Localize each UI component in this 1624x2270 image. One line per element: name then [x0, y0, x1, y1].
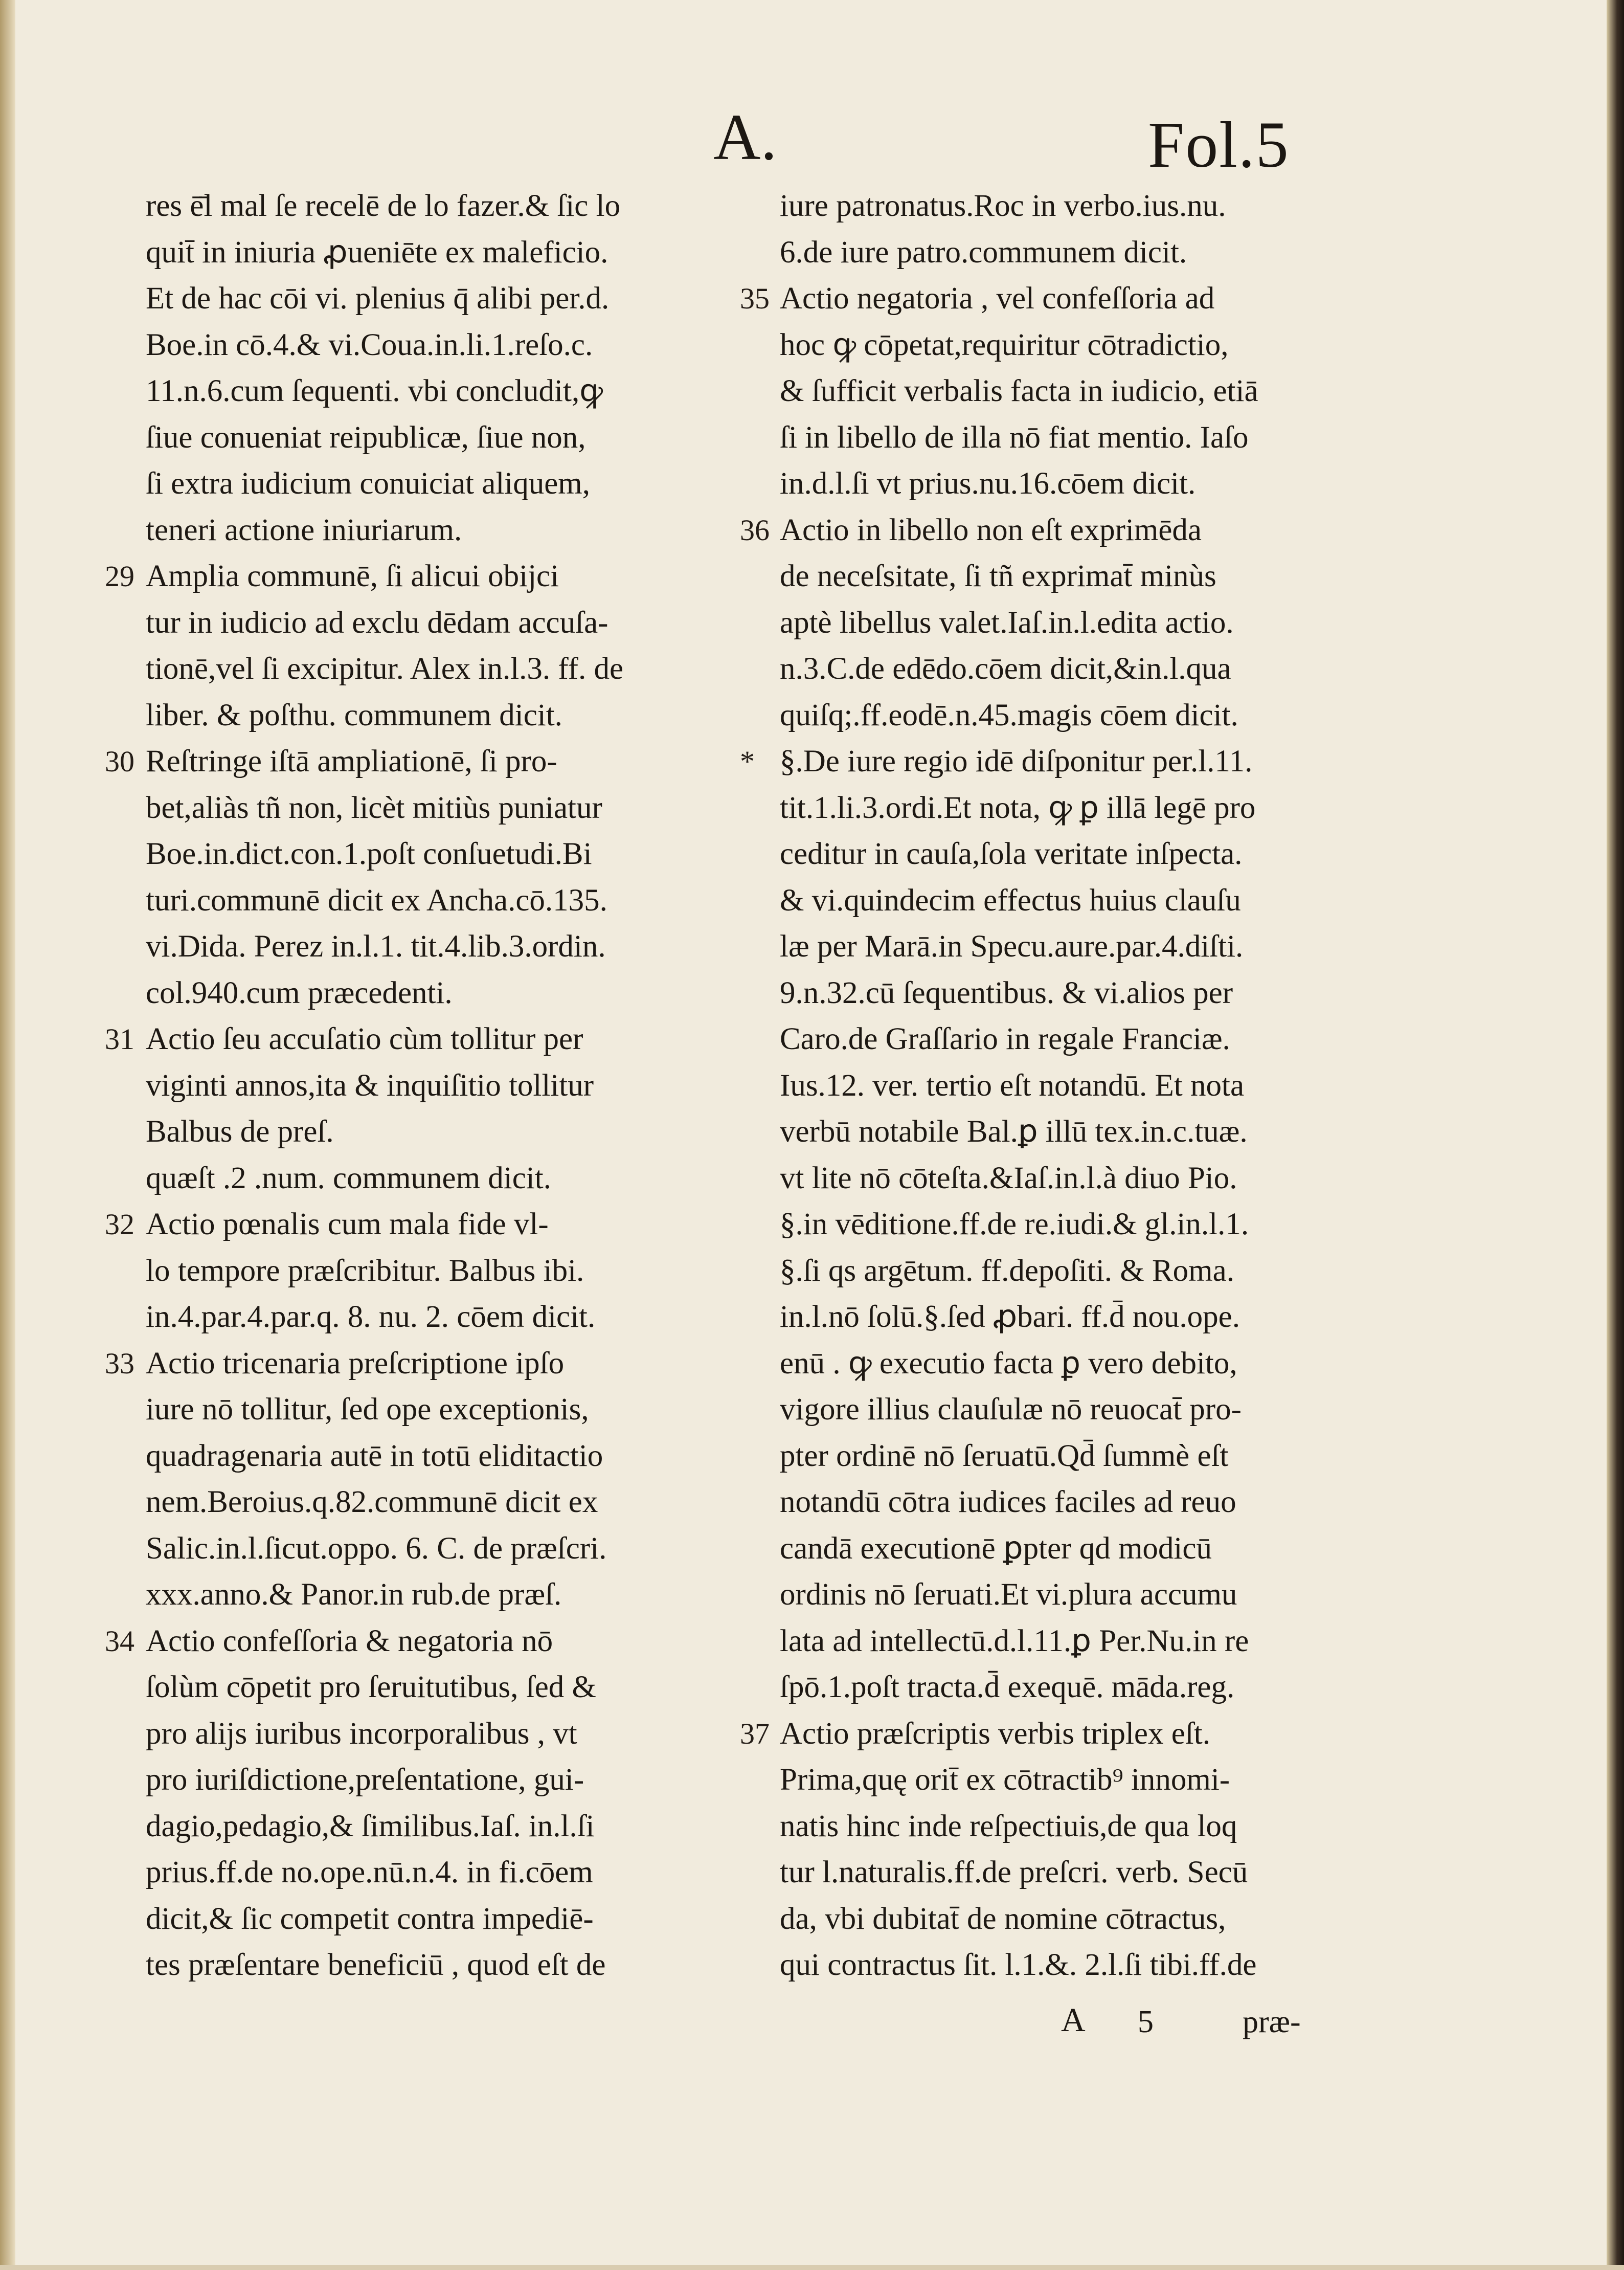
line-text: Actio ſeu accuſatio cùm tollitur per — [146, 1022, 583, 1056]
text-line — [146, 1896, 739, 1943]
text-line — [105, 1341, 739, 1387]
page-binding-edge — [0, 0, 15, 2270]
footer-signature-number: 5 — [1138, 2005, 1154, 2039]
page-bottom-edge — [0, 2265, 1624, 2270]
text-line — [146, 1433, 739, 1480]
text-line — [146, 322, 739, 369]
line-text: 11.n.6.cum ſequenti. vbi concludit,ꝙ — [146, 374, 603, 408]
text-line — [780, 1248, 1373, 1295]
line-text: pro alijs iuribus incorporalibus , vt — [146, 1716, 577, 1751]
line-text: res ē̄l mal ſe recelē de lo fazer.& ſic lo — [146, 189, 621, 223]
line-text: ordinis nō ſeruati.Et vi.plura accumu — [780, 1577, 1237, 1612]
line-text: quiſq;.ff.eodē.n.45.magis cōem dicit. — [780, 698, 1238, 732]
text-line — [146, 878, 739, 924]
text-line — [780, 1201, 1373, 1248]
text-line — [780, 1479, 1373, 1526]
line-text: hoc ꝙ cōpetat,requiritur cōtradictio, — [780, 327, 1229, 362]
text-line — [780, 693, 1373, 739]
text-line — [780, 1016, 1373, 1063]
line-text: dicit,& ſic competit contra impediē- — [146, 1901, 594, 1936]
line-text: iure nō tollitur, ſed ope exceptionis, — [146, 1392, 589, 1427]
line-text: in.d.l.ſi vt prius.nu.16.cōem dicit. — [780, 466, 1196, 501]
line-text: col.940.cum præcedenti. — [146, 975, 453, 1010]
line-text: liber. & poſthu. communem dicit. — [146, 698, 562, 732]
text-line — [146, 1294, 739, 1341]
text-line — [780, 1294, 1373, 1341]
line-text: n.3.C.de edēdo.cōem dicit,&in.l.qua — [780, 652, 1231, 686]
text-line — [740, 507, 1373, 554]
line-text: Salic.in.l.ſicut.oppo. 6. C. de præſcri. — [146, 1531, 607, 1566]
text-line — [780, 1063, 1373, 1109]
line-text: quadragenaria autē in totū eliditactio — [146, 1438, 603, 1473]
line-text: quit̄ in iniuria ꝓueniēte ex maleficio. — [146, 235, 608, 270]
line-text: enū . ꝙ executio facta ꝑ vero debito, — [780, 1346, 1237, 1381]
text-line — [105, 553, 739, 600]
right-text-column — [740, 183, 1373, 1989]
text-line — [146, 1109, 739, 1155]
text-line — [740, 276, 1373, 322]
text-line — [780, 1387, 1373, 1433]
text-line — [146, 831, 739, 878]
text-line — [146, 1387, 739, 1433]
line-text: Et de hac cōi vi. plenius q̄ alibi per.d. — [146, 281, 610, 316]
text-line — [146, 415, 739, 461]
text-line — [780, 461, 1373, 507]
text-line — [146, 1479, 739, 1526]
marginal-paragraph-number: 29 — [105, 560, 134, 593]
text-line — [780, 970, 1373, 1017]
line-text: dagio,pedagio,& ſimilibus.Iaſ. in.l.ſi — [146, 1809, 595, 1843]
line-text: ſi in libello de illa nō fiat mentio. Iaſo — [780, 420, 1249, 455]
text-line — [146, 1572, 739, 1618]
line-text: Ius.12. ver. tertio eſt notandū. Et nota — [780, 1068, 1245, 1103]
marginal-paragraph-number: 30 — [105, 745, 134, 778]
text-line — [146, 970, 739, 1017]
catchword: præ- — [1243, 2005, 1301, 2039]
marginal-paragraph-number: 37 — [740, 1717, 770, 1750]
text-line — [780, 878, 1373, 924]
text-line — [146, 785, 739, 832]
line-text: notandū cōtra iudices faciles ad reuo — [780, 1485, 1236, 1519]
line-text: vigore illius clauſulæ nō reuocat̄ pro- — [780, 1392, 1242, 1427]
line-text: læ per Marā.in Specu.aure.par.4.diſti. — [780, 929, 1244, 964]
line-text: ſiue conueniat reipublicæ, ſiue non, — [146, 420, 586, 455]
line-text: iure patronatus.Roc in verbo.ius.nu. — [780, 189, 1226, 223]
line-text: teneri actione iniuriarum. — [146, 513, 462, 547]
text-line — [780, 322, 1373, 369]
line-text: Boe.in cō.4.& vi.Coua.in.li.1.reſo.c. — [146, 327, 593, 362]
text-line — [780, 230, 1373, 276]
text-line — [146, 1664, 739, 1711]
line-text: da, vbi dubitat̄ de nomine cōtractus, — [780, 1901, 1226, 1936]
text-line — [146, 1526, 739, 1572]
line-text: natis hinc inde reſpectiuis,de qua loq — [780, 1809, 1237, 1843]
line-text: in.4.par.4.par.q. 8. nu. 2. cōem dicit. — [146, 1300, 596, 1334]
line-text: tit.1.li.3.ordi.Et nota, ꝙ ꝑ illā legē pro — [780, 790, 1256, 825]
text-line — [780, 1109, 1373, 1155]
line-text: tes præſentare beneficiū , quod eſt de — [146, 1948, 606, 1982]
line-text: aptè libellus valet.Iaſ.in.l.edita actio. — [780, 605, 1234, 640]
text-line — [780, 1942, 1373, 1989]
page-right-edge — [1607, 0, 1624, 2270]
text-line — [780, 415, 1373, 461]
running-head-signature: A. — [713, 101, 777, 173]
line-text: candā executionē ꝑpter qd modicū — [780, 1531, 1212, 1566]
line-text: pter ordinē nō ſeruatū.Qd̄ ſummè eſt — [780, 1438, 1229, 1473]
line-text: Actio præſcriptis verbis triplex eſt. — [780, 1716, 1210, 1751]
line-text: Caro.de Graſſario in regale Franciæ. — [780, 1022, 1230, 1056]
line-text: Actio confeſſoria & negatoria nō — [146, 1623, 553, 1658]
line-text: Actio negatoria , vel confeſſoria ad — [780, 281, 1215, 316]
line-text: lata ad intellectū.d.l.11.ꝑ Per.Nu.in re — [780, 1623, 1249, 1658]
line-text: ſolùm cōpetit pro ſeruitutibus, ſed & — [146, 1670, 596, 1704]
line-text: vi.Dida. Perez in.l.1. tit.4.lib.3.ordin. — [146, 929, 606, 964]
text-line — [780, 1896, 1373, 1943]
text-line — [105, 1016, 739, 1063]
text-line — [780, 368, 1373, 415]
text-line — [146, 183, 739, 230]
text-line — [146, 1804, 739, 1850]
line-text: pro iuriſdictione,preſentatione, gui- — [146, 1763, 584, 1797]
text-line — [146, 1757, 739, 1804]
text-line — [780, 1526, 1373, 1572]
text-line — [105, 1618, 739, 1665]
text-line — [780, 600, 1373, 647]
text-line — [780, 1433, 1373, 1480]
text-line — [146, 924, 739, 970]
line-text: qui contractus ſit. l.1.&. 2.l.ſi tibi.ff.de — [780, 1948, 1257, 1982]
footer-signature-mark: A — [1061, 2001, 1086, 2039]
line-text: tur l.naturalis.ff.de preſcri. verb. Secū — [780, 1855, 1248, 1889]
text-line — [146, 230, 739, 276]
text-line — [740, 1711, 1373, 1757]
text-line — [146, 1248, 739, 1295]
line-text: quæſt .2 .num. communem dicit. — [146, 1161, 551, 1195]
text-line — [146, 1711, 739, 1757]
text-line — [105, 1201, 739, 1248]
line-text: Balbus de preſ. — [146, 1115, 334, 1149]
line-text: §.in vēditione.ff.de re.iudi.& gl.in.l.1. — [780, 1207, 1249, 1241]
text-line — [780, 1618, 1373, 1665]
text-line — [780, 924, 1373, 970]
line-text: xxx.anno.& Panor.in rub.de præſ. — [146, 1577, 562, 1612]
text-line — [146, 507, 739, 554]
marginal-paragraph-number: 35 — [740, 282, 770, 315]
text-line — [780, 183, 1373, 230]
line-text: lo tempore præſcribitur. Balbus ibi. — [146, 1253, 584, 1288]
line-text: Actio in libello non eſt exprimēda — [780, 513, 1202, 547]
line-text: tur in iudicio ad exclu dēdam accuſa- — [146, 605, 608, 640]
line-text: viginti annos,ita & inquiſitio tollitur — [146, 1068, 594, 1103]
text-line — [740, 739, 1373, 785]
marginal-paragraph-number: 36 — [740, 513, 770, 547]
marginal-paragraph-number: 31 — [105, 1022, 134, 1056]
line-text: ceditur in cauſa,ſola veritate inſpecta. — [780, 837, 1243, 871]
text-line — [105, 739, 739, 785]
text-line — [780, 1341, 1373, 1387]
line-text: & vi.quindecim effectus huius clauſu — [780, 883, 1241, 918]
line-text: Actio pœnalis cum mala fide vl- — [146, 1207, 549, 1241]
line-text: nem.Beroius.q.82.communē dicit ex — [146, 1485, 598, 1519]
line-text: ſi extra iudicium conuiciat aliquem, — [146, 466, 590, 501]
text-line — [780, 785, 1373, 832]
marginal-paragraph-number: 34 — [105, 1624, 134, 1658]
text-line — [780, 1155, 1373, 1202]
line-text: & ſufficit verbalis facta in iudicio, etiā — [780, 374, 1258, 408]
text-line — [146, 368, 739, 415]
text-line — [146, 1850, 739, 1896]
line-text: tionē,vel ſi excipitur. Alex in.l.3. ff. de — [146, 652, 624, 686]
line-text: ſpō.1.poſt tracta.d̄ exequē. māda.reg. — [780, 1670, 1235, 1704]
line-text: de neceſsitate, ſi tñ exprimat̄ minùs — [780, 559, 1216, 593]
text-line — [146, 1063, 739, 1109]
text-line — [780, 1850, 1373, 1896]
text-line — [780, 1664, 1373, 1711]
line-text: §.ſi qs argētum. ff.depoſiti. & Roma. — [780, 1253, 1234, 1288]
text-line — [146, 276, 739, 322]
line-text: Reſtringe iſtā ampliationē, ſi pro- — [146, 744, 557, 778]
line-text: Boe.in.dict.con.1.poſt conſuetudi.Bi — [146, 837, 592, 871]
line-text: turi.communē dicit ex Ancha.cō.135. — [146, 883, 607, 918]
line-text: Amplia communē, ſi alicui obijci — [146, 559, 559, 593]
line-text: Actio tricenaria preſcriptione ipſo — [146, 1346, 565, 1381]
line-text: bet,aliàs tñ non, licèt mitiùs puniatur — [146, 790, 602, 825]
line-text: 6.de iure patro.communem dicit. — [780, 235, 1187, 270]
text-line — [146, 646, 739, 693]
marginal-paragraph-number: 32 — [105, 1208, 134, 1241]
text-line — [146, 693, 739, 739]
line-text: vt lite nō cōteſta.&Iaſ.in.l.à diuo Pio. — [780, 1161, 1237, 1195]
line-text: Prima,quę orit̄ ex cōtractib⁹ innomi- — [780, 1763, 1230, 1797]
line-text: verbū notabile Bal.ꝑ illū tex.in.c.tuæ. — [780, 1115, 1248, 1149]
text-line — [780, 831, 1373, 878]
text-line — [780, 646, 1373, 693]
text-line — [146, 600, 739, 647]
text-line — [146, 1155, 739, 1202]
line-text: prius.ff.de no.ope.nū.n.4. in fi.cōem — [146, 1855, 593, 1889]
text-line — [146, 1942, 739, 1989]
text-line — [146, 461, 739, 507]
text-line — [780, 1572, 1373, 1618]
marginal-paragraph-number: * — [740, 745, 755, 778]
marginal-paragraph-number: 33 — [105, 1346, 134, 1380]
text-line — [780, 1804, 1373, 1850]
line-text: in.l.nō ſolū.§.ſed ꝓbari. ff.d̄ nou.ope. — [780, 1300, 1240, 1334]
text-line — [780, 553, 1373, 600]
line-text: 9.n.32.cū ſequentibus. & vi.alios per — [780, 975, 1233, 1010]
folio-number: Fol.5 — [1148, 108, 1290, 181]
line-text: §.De iure regio idē diſponitur per.l.11. — [780, 744, 1253, 778]
text-line — [780, 1757, 1373, 1804]
left-text-column — [105, 183, 739, 1989]
